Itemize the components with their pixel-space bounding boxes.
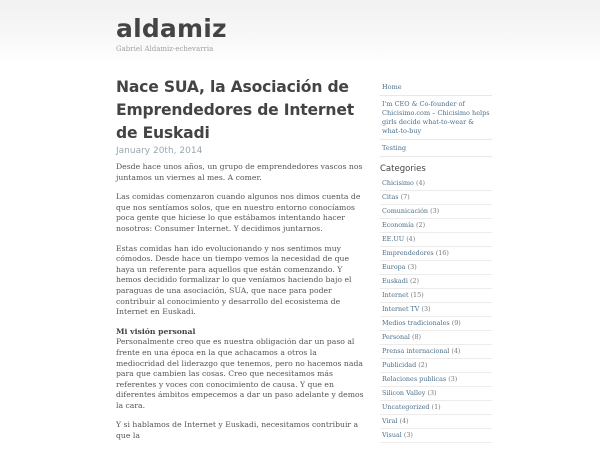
post-title[interactable]: Nace SUA, la Asociación de Emprendedores de Internet de Euskadi xyxy=(116,78,354,142)
category-item xyxy=(380,359,492,373)
category-count: (4) xyxy=(415,179,426,187)
category-count: (3) xyxy=(427,389,437,397)
categories-heading: Categories xyxy=(380,164,426,174)
category-link[interactable]: Viral xyxy=(382,417,398,425)
category-link[interactable]: Prensa internacional xyxy=(382,347,450,355)
category-count: (2) xyxy=(416,221,426,229)
category-count: (2) xyxy=(418,361,428,369)
category-item xyxy=(380,415,492,429)
post-paragraph: Estas comidas han ido evolucionando y nos sentimos muy cómodos. Desde hace un tiempo vemos la necesidad de que haya un referente para aquellos que están comenzando. Y hemos decidido formalizar lo que veníamos haciendo bajo el paraguas de una asociación, SUA, que nace para poder contribuir al conocimiento y desarrollo del ecosistema de Internet en Euskadi. xyxy=(116,243,352,317)
category-item xyxy=(380,219,492,233)
category-link[interactable]: Internet TV xyxy=(382,305,420,313)
category-item xyxy=(380,373,492,387)
category-link[interactable]: Europa xyxy=(382,263,406,271)
category-item xyxy=(380,429,492,443)
category-link[interactable]: Medios tradicionales xyxy=(382,319,450,327)
site-tagline: Gabriel Aldamiz-echevarria xyxy=(116,45,214,53)
category-count: (4) xyxy=(399,417,409,425)
category-link[interactable]: Chicisimo xyxy=(382,179,414,187)
category-count: (3) xyxy=(421,305,431,313)
categories-list xyxy=(380,177,492,443)
category-count: (4) xyxy=(451,347,461,355)
post-paragraph: Desde hace unos años, un grupo de emprendedores vascos nos juntamos un viernes al mes. A comer. xyxy=(116,162,363,182)
category-count: (3) xyxy=(448,375,458,383)
category-link[interactable]: Silicon Valley xyxy=(382,389,426,397)
category-link[interactable]: Uncategorized xyxy=(382,403,430,411)
category-count: (3) xyxy=(403,431,413,439)
category-count: (4) xyxy=(406,235,416,243)
category-item xyxy=(380,275,492,289)
sidebar-page-testing[interactable]: Testing xyxy=(380,143,492,157)
post xyxy=(116,76,366,451)
category-count: (15) xyxy=(410,291,424,299)
category-item xyxy=(380,401,492,415)
category-link[interactable]: EE.UU xyxy=(382,235,405,243)
category-count: (3) xyxy=(407,263,417,271)
category-count: (9) xyxy=(451,319,461,327)
post-section xyxy=(116,327,366,412)
post-subhead: Mi visión personal xyxy=(116,326,196,336)
category-count: (8) xyxy=(412,333,422,341)
category-item xyxy=(380,303,492,317)
category-link[interactable]: Internet xyxy=(382,291,409,299)
category-link[interactable]: Emprendedores xyxy=(382,249,434,257)
category-link[interactable]: Publicidad xyxy=(382,361,417,369)
post-paragraph: Las comidas comenzaron cuando algunos nos dimos cuenta de que nos sentíamos solos, que en nuestro entorno conocíamos poca gente que hiciese lo que estábamos intentando hacer nosotros: Consumer Internet. Y decidimos juntarnos. xyxy=(116,192,361,233)
category-link[interactable]: Euskadi xyxy=(382,277,408,285)
post-subhead-text: Personalmente creo que es nuestra obligación dar un paso al frente en una época en la que achacamos a otros la mediocridad del liderazgo que tenemos, pero no hacemos nada para que cambien las cosas. Creo que necesitamos más referentes y voces con conocimiento de causa. Y que en diferentes ámbitos empecemos a dar un paso adelante y demos la cara. xyxy=(116,337,364,410)
category-item xyxy=(380,191,492,205)
category-item xyxy=(380,261,492,275)
category-count: (16) xyxy=(435,249,449,257)
sidebar-page-ceo[interactable]: I'm CEO & Co-founder of Chicisimo.com – Chicisimo helps girls decide what-to-wear & what-to-buy xyxy=(380,99,492,140)
site-header xyxy=(0,0,600,62)
category-count: (7) xyxy=(400,193,410,201)
category-link[interactable]: Comunicación xyxy=(382,207,429,215)
category-count: (1) xyxy=(431,403,441,411)
post-date: January 20th, 2014 xyxy=(116,146,203,156)
site-title[interactable]: aldamiz xyxy=(116,14,227,43)
category-item xyxy=(380,177,492,191)
sidebar xyxy=(380,82,492,443)
category-item xyxy=(380,289,492,303)
sidebar-page-home[interactable]: Home xyxy=(380,82,492,96)
category-item xyxy=(380,317,492,331)
category-item xyxy=(380,345,492,359)
post-paragraph: Y si hablamos de Internet y Euskadi, necesitamos contribuir a que la xyxy=(116,420,359,441)
category-item xyxy=(380,205,492,219)
category-link[interactable]: Visual xyxy=(382,431,402,439)
category-item xyxy=(380,247,492,261)
category-item xyxy=(380,331,492,345)
category-link[interactable]: Citas xyxy=(382,193,399,201)
category-count: (3) xyxy=(430,207,440,215)
category-item xyxy=(380,233,492,247)
category-link[interactable]: Relaciones publicas xyxy=(382,375,447,383)
category-link[interactable]: Economía xyxy=(382,221,414,229)
category-item xyxy=(380,387,492,401)
category-link[interactable]: Personal xyxy=(382,333,410,341)
category-count: (2) xyxy=(409,277,419,285)
